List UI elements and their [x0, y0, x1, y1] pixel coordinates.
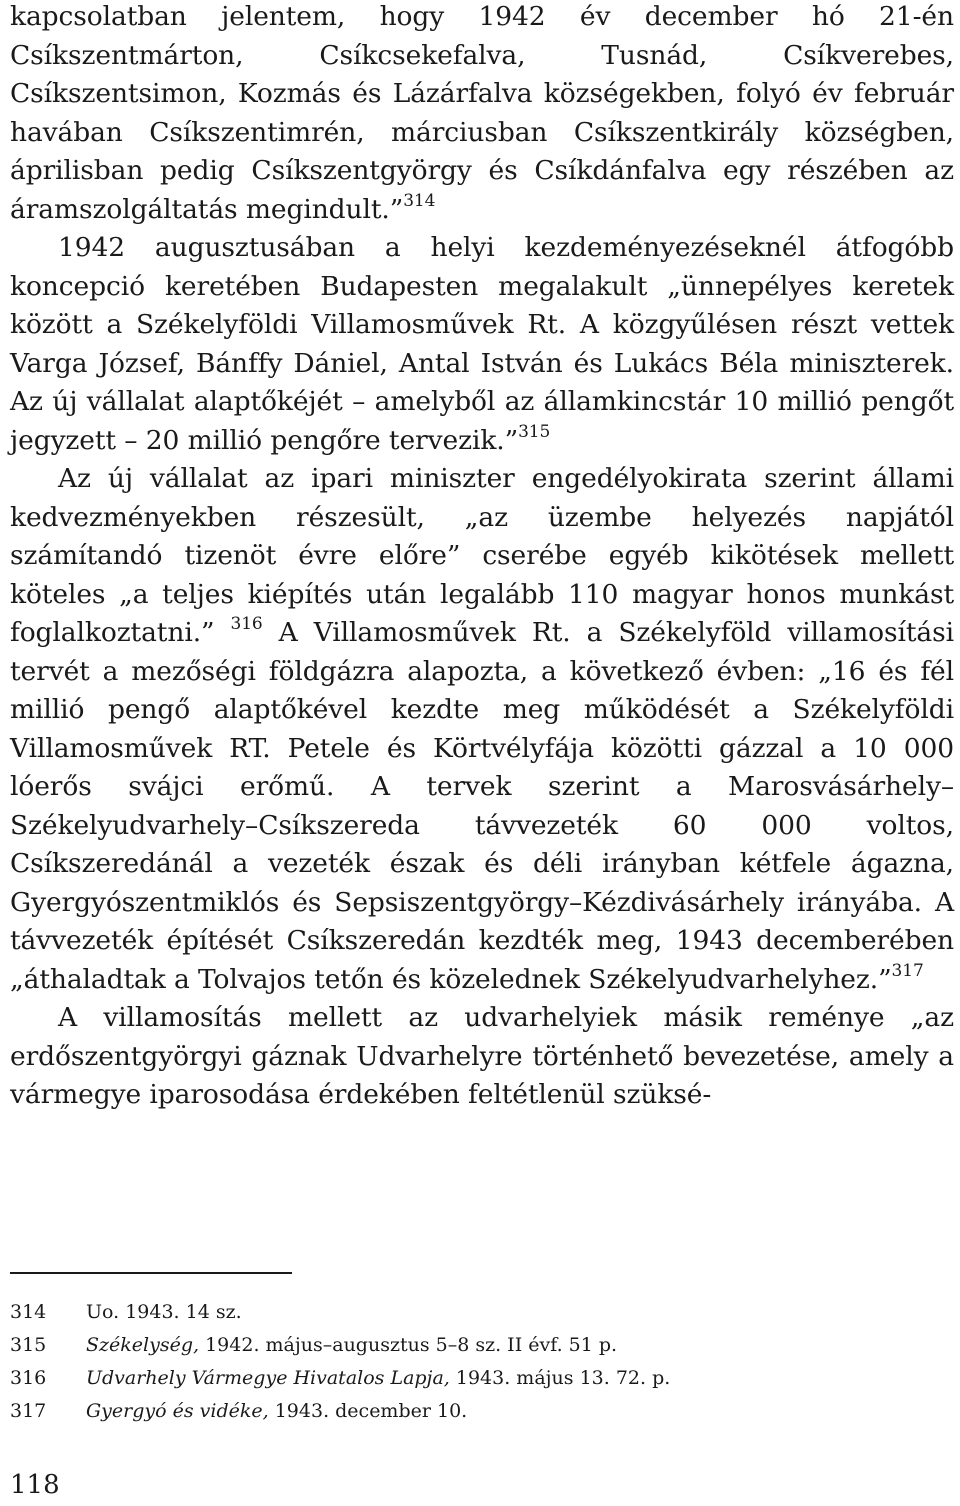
footnote-ref-316: 316: [230, 614, 263, 635]
footnote-316: [10, 1362, 940, 1395]
paragraph-text: 1942 augusztusában a helyi kezdeményezéseknél átfogóbb koncepció keretében Budapesten megalakult „ünnepélyes keretek között a Székelyföldi Villamosművek Rt. A közgyűlésen részt vettek Varga József, Bánffy Dániel, Antal István és Lukács Béla miniszterek. Az új vállalat alaptőkéjét – amelyből az államkincstár 10 millió pengőt jegyzett – 20 millió pengőre tervezik.”: [10, 232, 954, 456]
page-number: 118: [10, 1470, 60, 1500]
footnote-text: [86, 1296, 242, 1329]
footnote-title: Udvarhely Vármegye Hivatalos Lapja,: [86, 1367, 450, 1389]
footnote-ref-314: 314: [403, 190, 436, 211]
footnote-text: [86, 1395, 467, 1428]
paragraph-text: A Villamosművek Rt. a Székelyföld villamosítási tervét a mezőségi földgázra alapozta, a következő évben: „16 és fél millió pengő alaptőkével kezdte meg működését a Székelyföldi Villamosművek RT. Petele és Körtvélyfája közötti gázzal a 10 000 lóerős svájci erőmű. A tervek szerint a Marosvásárhely–Székelyudvarhely–Csíkszereda távvezeték 60 000 voltos, Csíkszeredánál a vezeték észak és déli irányban kétfele ágazna, Gyergyószentmiklós és Sepsiszentgyörgy–Kézdivásárhely irányába. A távvezeték építését Csíkszeredán kezdték meg, 1943 decemberében „áthaladtak a Tolvajos tetőn és közelednek Székelyudvarhelyhez.”: [10, 617, 954, 995]
paragraph-3: [10, 460, 954, 999]
footnote-number: 315: [10, 1334, 47, 1356]
paragraph-4: [10, 999, 954, 1115]
footnote-number: 314: [10, 1301, 47, 1323]
footnote-source: Uo. 1943. 14 sz.: [86, 1301, 242, 1323]
footnote-source: 1943. május 13. 72. p.: [449, 1367, 671, 1389]
footnote-317: [10, 1395, 940, 1428]
footnote-text: [86, 1329, 617, 1362]
paragraph-text: A villamosítás mellett az udvarhelyiek másik reménye „az erdőszentgyörgyi gáznak Udvarhelyre történhető bevezetése, amely a vármegye iparosodása érdekében feltétlenül szüksé-: [10, 1002, 954, 1110]
main-text: [10, 0, 954, 1115]
footnote-source: 1942. május–augusztus 5–8 sz. II évf. 51 p.: [199, 1334, 618, 1356]
footnote-ref-315: 315: [518, 421, 551, 442]
paragraph-text: Az új vállalat az ipari miniszter engedélyokirata szerint állami kedvezményekben részesült, „az üzembe helyezés napjától számítandó tizenöt évre előre” cserébe egyéb kikötések mellett köteles „a teljes kiépítés után legalább 110 magyar honos munkást foglalkoztatni.”: [10, 463, 954, 648]
footnote-separator: [10, 1272, 292, 1274]
footnote-315: [10, 1329, 940, 1362]
footnote-source: 1943. december 10.: [268, 1400, 468, 1422]
footnotes: [10, 1296, 940, 1428]
paragraph-text: kapcsolatban jelentem, hogy 1942 év december hó 21-én Csíkszentmárton, Csíkcsekefalva, Tusnád, Csíkverebes, Csíkszentsimon, Kozmás és Lázárfalva községekben, folyó év február havában Csíkszentimrén, márciusban Csíkszentkirály községben, áprilisban pedig Csíkszentgyörgy és Csíkdánfalva egy részében az áramszolgáltatás megindult.”: [10, 1, 954, 225]
footnote-number: 316: [10, 1367, 47, 1389]
footnote-314: [10, 1296, 940, 1329]
footnote-ref-317: 317: [891, 960, 924, 981]
paragraph-2: [10, 229, 954, 460]
footnote-title: Székelység,: [86, 1334, 200, 1356]
footnote-title: Gyergyó és vidéke,: [86, 1400, 269, 1422]
paragraph-1: [10, 0, 954, 229]
footnote-number: 317: [10, 1400, 47, 1422]
footnote-text: [86, 1362, 670, 1395]
